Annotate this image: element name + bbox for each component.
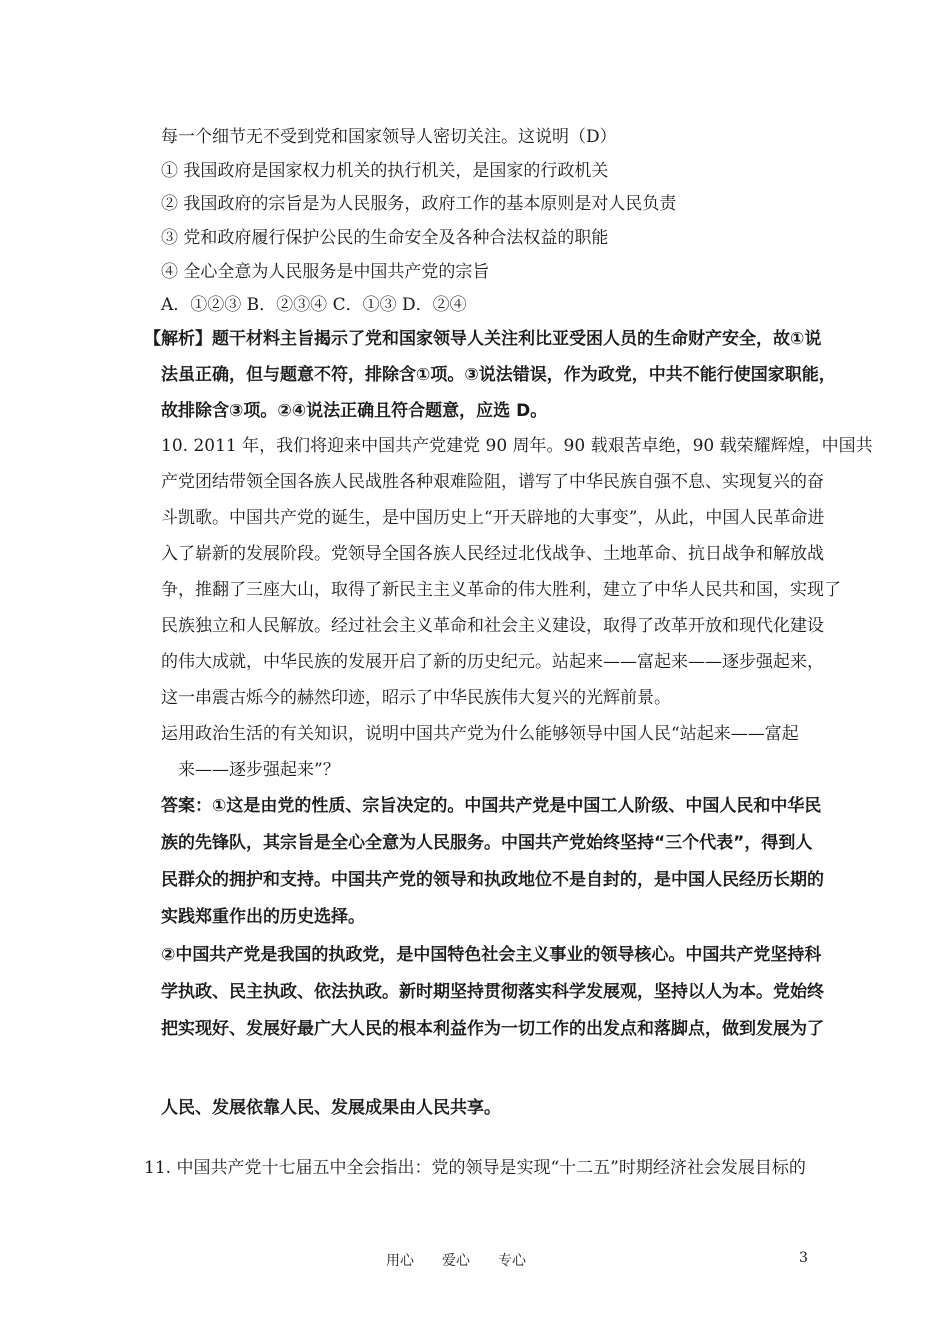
answer-line: 族的先锋队，其宗旨是全心全意为人民服务。中国共产党始终坚持“三个代表”，得到人 <box>161 833 813 853</box>
answer-choices: A．①②③ B．②③④ C．①③ D．②④ <box>161 295 467 315</box>
answer-line: 实践郑重作出的历史选择。 <box>161 907 365 927</box>
question-10-line: 争，推翻了三座大山，取得了新民主主义革命的伟大胜利，建立了中华人民共和国，实现了 <box>161 580 841 600</box>
question-prompt: 来——逐步强起来”？ <box>178 760 340 780</box>
question-10-line: 这一串震古烁今的赫然印迹，昭示了中华民族伟大复兴的光辉前景。 <box>161 688 671 708</box>
answer-line: 学执政、民主执政、依法执政。新时期坚持贯彻落实科学发展观，坚持以人为本。党始终 <box>161 982 824 1002</box>
question-10-line: 10. 2011 年，我们将迎来中国共产党建党 90 周年。90 载艰苦卓绝，90 载荣耀辉煌，中国共 <box>161 436 873 456</box>
question-10-line: 的伟大成就，中华民族的发展开启了新的历史纪元。站起来——富起来——逐步强起来， <box>161 652 824 672</box>
option-3: ③ 党和政府履行保护公民的生命安全及各种合法权益的职能 <box>161 228 609 248</box>
option-2: ② 我国政府的宗旨是为人民服务，政府工作的基本原则是对人民负责 <box>161 194 677 214</box>
analysis-line: 故排除含③项。②④说法正确且符合题意，应选 D。 <box>161 401 548 421</box>
analysis-line: 法虽正确，但与题意不符，排除含①项。③说法错误，作为政党，中共不能行使国家职能， <box>161 365 836 385</box>
question-prompt: 运用政治生活的有关知识，说明中国共产党为什么能够领导中国人民“站起来——富起 <box>161 724 799 744</box>
answer-line: ②中国共产党是我国的执政党，是中国特色社会主义事业的领导核心。中国共产党坚持科 <box>161 945 822 965</box>
question-11-line: 11. 中国共产党十七届五中全会指出：党的领导是实现“十二五”时期经济社会发展目标的 <box>144 1158 806 1178</box>
text-line: 每一个细节无不受到党和国家领导人密切关注。这说明（D） <box>161 127 617 147</box>
answer-line: 人民、发展依靠人民、发展成果由人民共享。 <box>161 1098 501 1118</box>
page-number: 3 <box>799 1250 808 1266</box>
footer-motto: 用心 爱心 专心 <box>386 1253 526 1269</box>
analysis-line: 【解析】题干材料主旨揭示了党和国家领导人关注利比亚受困人员的生命财产安全，故①说 <box>144 329 822 349</box>
question-10-line: 民族独立和人民解放。经过社会主义革命和社会主义建设，取得了改革开放和现代化建设 <box>161 616 824 636</box>
option-1: ① 我国政府是国家权力机关的执行机关，是国家的行政机关 <box>161 161 609 181</box>
answer-line: 把实现好、发展好最广大人民的根本利益作为一切工作的出发点和落脚点，做到发展为了 <box>161 1019 824 1039</box>
answer-line: 民群众的拥护和支持。中国共产党的领导和执政地位不是自封的，是中国人民经历长期的 <box>161 870 824 890</box>
option-4: ④ 全心全意为人民服务是中国共产党的宗旨 <box>161 262 490 282</box>
answer-line: 答案：①这是由党的性质、宗旨决定的。中国共产党是中国工人阶级、中国人民和中华民 <box>161 796 822 816</box>
question-10-line: 斗凯歌。中国共产党的诞生，是中国历史上“开天辟地的大事变”，从此，中国人民革命进 <box>161 508 825 528</box>
question-10-line: 产党团结带领全国各族人民战胜各种艰难险阻，谱写了中华民族自强不息、实现复兴的奋 <box>161 472 824 492</box>
question-10-line: 入了崭新的发展阶段。党领导全国各族人民经过北伐战争、土地革命、抗日战争和解放战 <box>161 544 824 564</box>
